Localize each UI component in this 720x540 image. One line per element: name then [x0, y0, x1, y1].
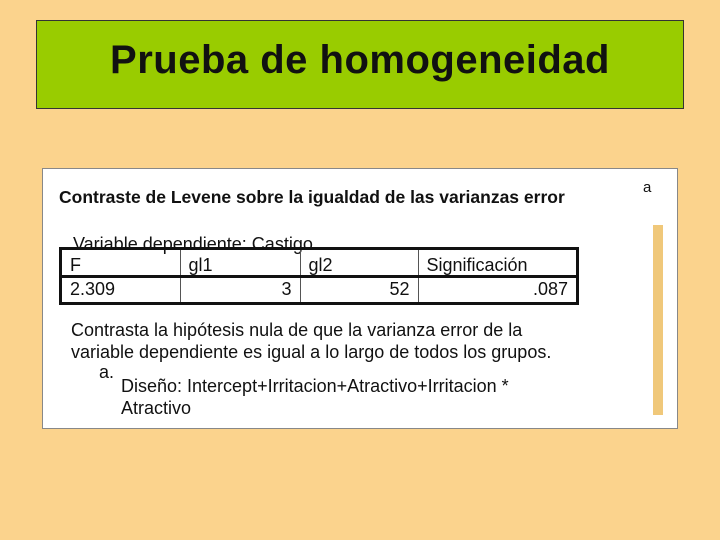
- heading-footnote-marker: a: [643, 179, 652, 196]
- null-hypothesis-note: [71, 319, 651, 362]
- col-header-f: F: [70, 255, 81, 275]
- slide-title: Prueba de homogeneidad: [110, 38, 610, 82]
- col-header-gl1: gl1: [180, 250, 300, 276]
- note-line-1: Contrasta la hipótesis nula de que la varianza error de la: [71, 320, 523, 340]
- slide-title-box: [36, 20, 684, 109]
- design-footnote: [121, 375, 621, 418]
- col-header-significacion: Significación: [418, 250, 576, 276]
- note-line-2: variable dependiente es igual a lo largo de todos los grupos.: [71, 342, 552, 362]
- footnote-label: a.: [99, 362, 115, 382]
- value-gl2: 52: [300, 276, 418, 302]
- footnote-line-2: Atractivo: [121, 398, 192, 418]
- levene-results-table: [59, 247, 579, 305]
- dependent-variable-label: Variable dependiente: Castigo: [73, 234, 313, 254]
- levene-output-panel: [42, 168, 678, 429]
- panel-scrollbar[interactable]: [653, 225, 663, 415]
- footnote-line-1: Diseño: Intercept+Irritacion+Atractivo+Irritacion *: [121, 376, 509, 396]
- value-significacion: .087: [418, 276, 576, 302]
- col-header-gl2: gl2: [300, 250, 418, 276]
- levene-heading: Contraste de Levene sobre la igualdad de las varianzas error: [59, 187, 565, 207]
- table-row: [62, 276, 576, 302]
- value-gl1: 3: [180, 276, 300, 302]
- value-f: 2.309: [62, 276, 180, 302]
- table-header-row: [62, 250, 576, 276]
